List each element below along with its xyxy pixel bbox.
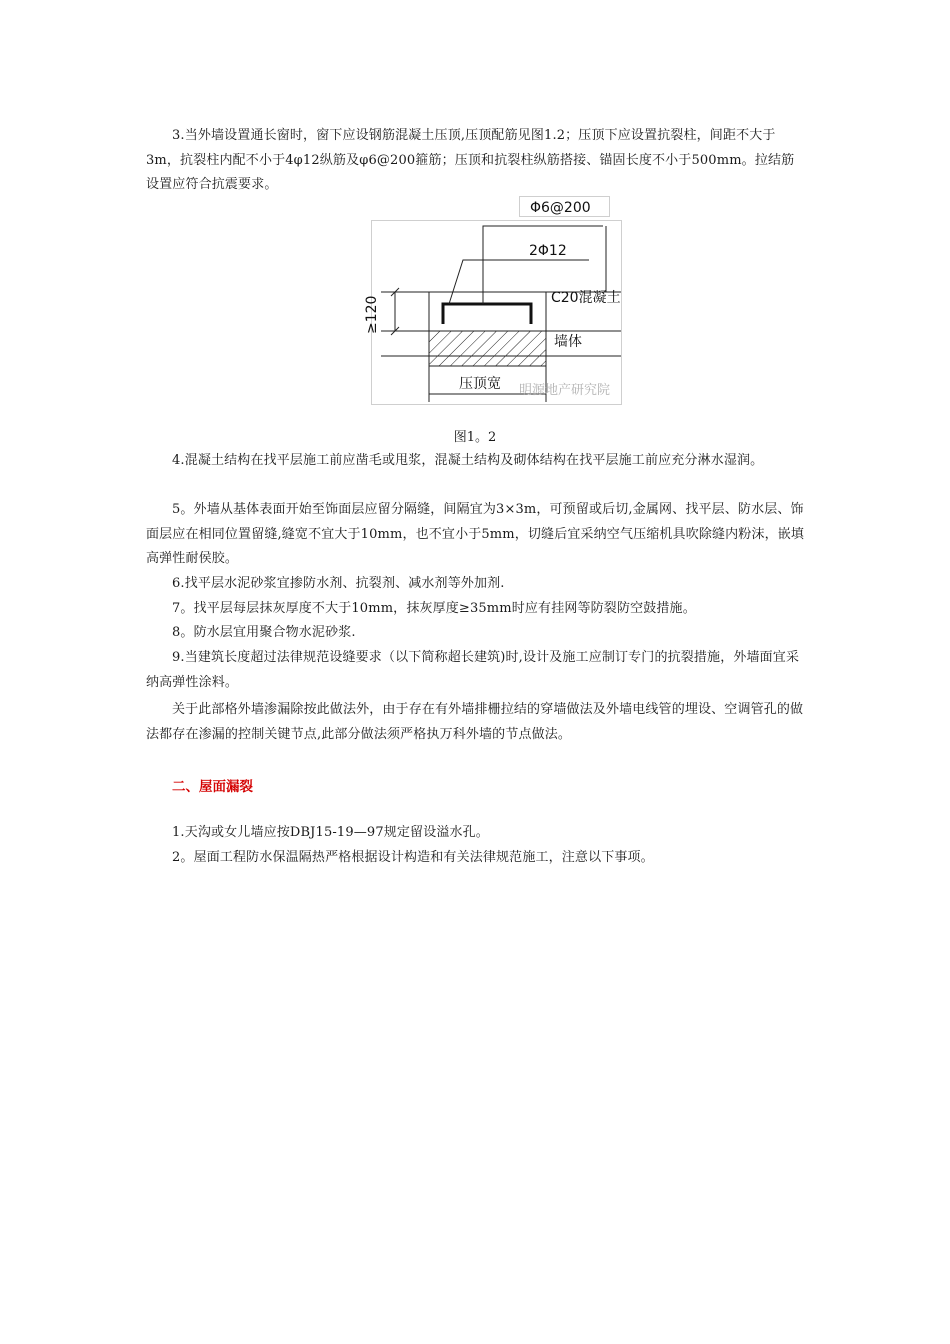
paragraph-9: 9.当建筑长度超过法律规范设缝要求（以下简称超长建筑)时,设计及施工应制订专门的抗裂措施，外墙面宜采纳高弹性涂料。	[146, 650, 800, 690]
roof-paragraph-2: 2。屋面工程防水保温隔热严格根据设计构造和有关法律规范施工，注意以下事项。	[172, 850, 654, 865]
wall-label: 墙体	[554, 334, 582, 350]
coping-detail-diagram	[364, 196, 623, 406]
paragraph-3: 3.当外墙设置通长窗时，窗下应设钢筋混凝土压顶,压顶配筋见图1.2；压顶下应设置抗裂柱，间距不大于3m，抗裂柱内配不小于4φ12纵筋及φ6@200箍筋；压顶和抗裂柱纵筋搭接、锚固长度不小于500mm。拉结筋设置应符合抗震要求。	[146, 128, 795, 192]
stirrup-label: Φ6@200	[530, 200, 591, 216]
paragraph-7: 7。找平层每层抹灰厚度不大于10mm，抹灰厚度≥35mm时应有挂网等防裂防空鼓措施。	[172, 601, 696, 616]
width-label: 压顶宽	[459, 376, 501, 392]
height-label: ≥120	[364, 295, 380, 334]
concrete-label: C20混凝土	[551, 290, 621, 306]
paragraph-5: 5。外墙从基体表面开始至饰面层应留分隔缝，间隔宜为3×3m，可预留或后切,金属网、找平层、防水层、饰面层应在相同位置留缝,缝宽不宜大于10mm，也不宜小于5mm，切缝后宜采纳空气压缩机具吹除缝内粉沫，嵌填高弹性耐侯胶。	[146, 502, 805, 566]
section-heading-roof: 二、屋面漏裂	[172, 779, 253, 795]
figure-1-2	[364, 196, 623, 406]
watermark-text: 明源地产研究院	[519, 383, 611, 398]
wall-hatch	[429, 331, 546, 366]
rebar-label: 2Φ12	[529, 243, 567, 259]
paragraph-8: 8。防水层宜用聚合物水泥砂浆.	[172, 625, 356, 640]
roof-paragraph-1: 1.天沟或女儿墙应按DBJ15-19—97规定留设溢水孔。	[172, 825, 489, 840]
paragraph-6: 6.找平层水泥砂浆宜掺防水剂、抗裂剂、减水剂等外加剂.	[172, 576, 505, 591]
paragraph-summary: 关于此部格外墙渗漏除按此做法外，由于存在有外墙排栅拉结的穿墙做法及外墙电线管的埋设、空调管孔的做法都存在渗漏的控制关键节点,此部分做法须严格执万科外墙的节点做法。	[146, 702, 804, 742]
coping-concrete	[429, 292, 546, 331]
paragraph-4: 4.混凝土结构在找平层施工前应凿毛或甩浆，混凝土结构及砌体结构在找平层施工前应充分淋水湿润。	[172, 453, 764, 468]
figure-caption: 图1。2	[453, 430, 497, 445]
